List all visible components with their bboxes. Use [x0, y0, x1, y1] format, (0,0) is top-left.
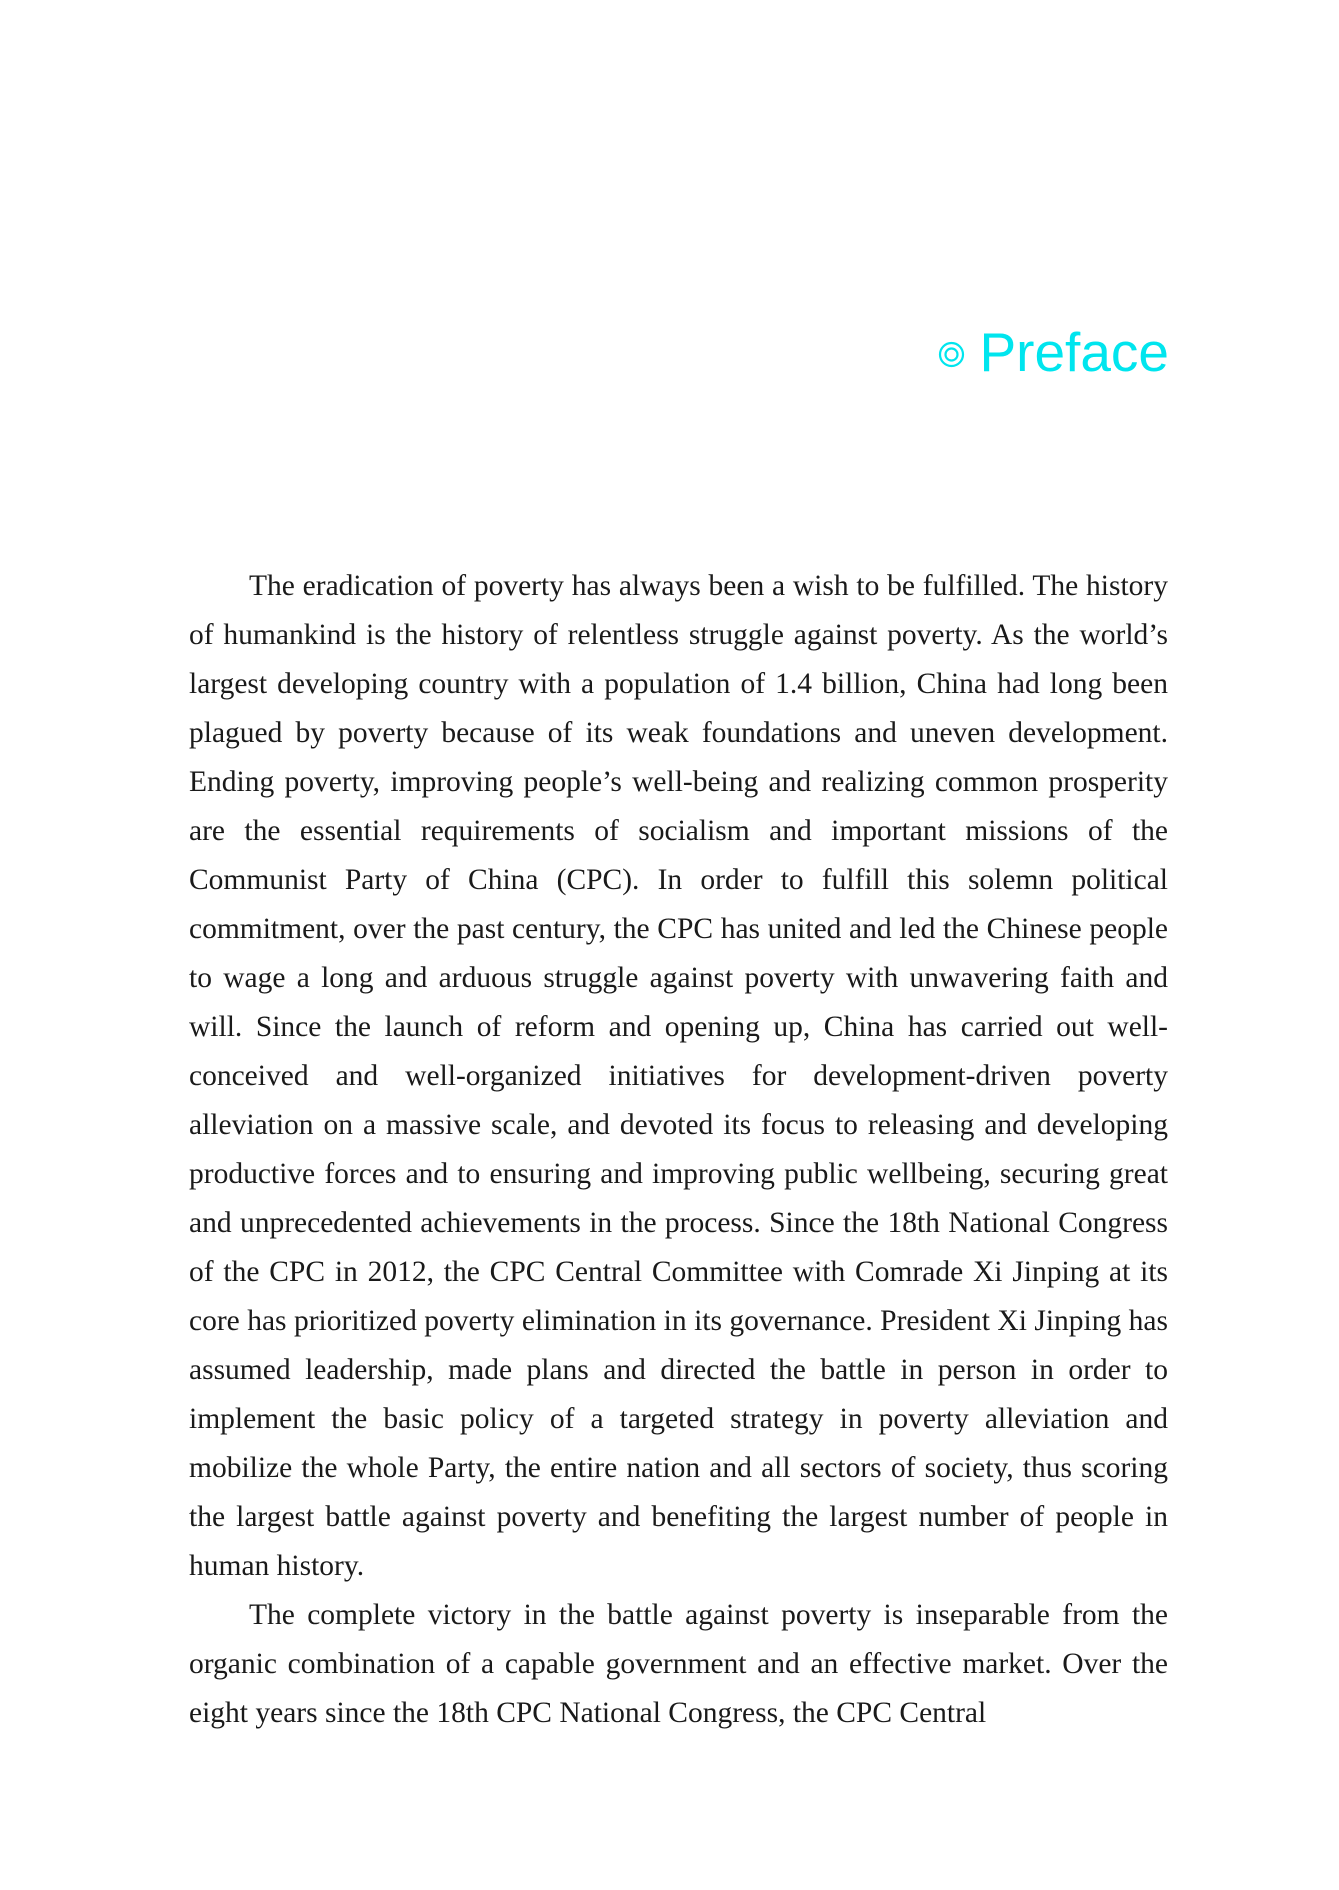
- preface-title: Preface: [979, 321, 1169, 383]
- paragraph-1: The eradication of poverty has always been a wish to be fulfilled. The history of humankind is the history of relentless struggle against poverty. As the world’s largest developing country with a population of 1.4 billion, China had long been plagued by poverty because of its weak foundations and uneven development. Ending poverty, improving people’s well-being and realizing common prosperity are the essential requirements of socialism and important missions of the Communist Party of China (CPC). In order to fulfill this solemn political commitment, over the past century, the CPC has united and led the Chinese people to wage a long and arduous struggle against poverty with unwavering faith and will. Since the launch of reform and opening up, China has carried out well-conceived and well-organized initiatives for development-driven poverty alleviation on a massive scale, and devoted its focus to releasing and developing productive forces and to ensuring and improving public wellbeing, securing great and unprecedented achievements in the process. Since the 18th National Congress of the CPC in 2012, the CPC Central Committee with Comrade Xi Jinping at its core has prioritized poverty elimination in its governance. President Xi Jinping has assumed leadership, made plans and directed the battle in person in order to implement the basic policy of a targeted strategy in poverty alleviation and mobilize the whole Party, the entire nation and all sectors of society, thus scoring the largest battle against poverty and benefiting the largest number of people in human history.: [189, 570, 1168, 1582]
- paragraph-2: The complete victory in the battle against poverty is inseparable from the organic combination of a capable government and an effective market. Over the eight years since the 18th CPC National Congress, the CPC Central: [189, 1599, 1168, 1729]
- double-circle-icon: [938, 341, 965, 368]
- preface-body: [189, 562, 1168, 1738]
- preface-heading: [938, 322, 1169, 382]
